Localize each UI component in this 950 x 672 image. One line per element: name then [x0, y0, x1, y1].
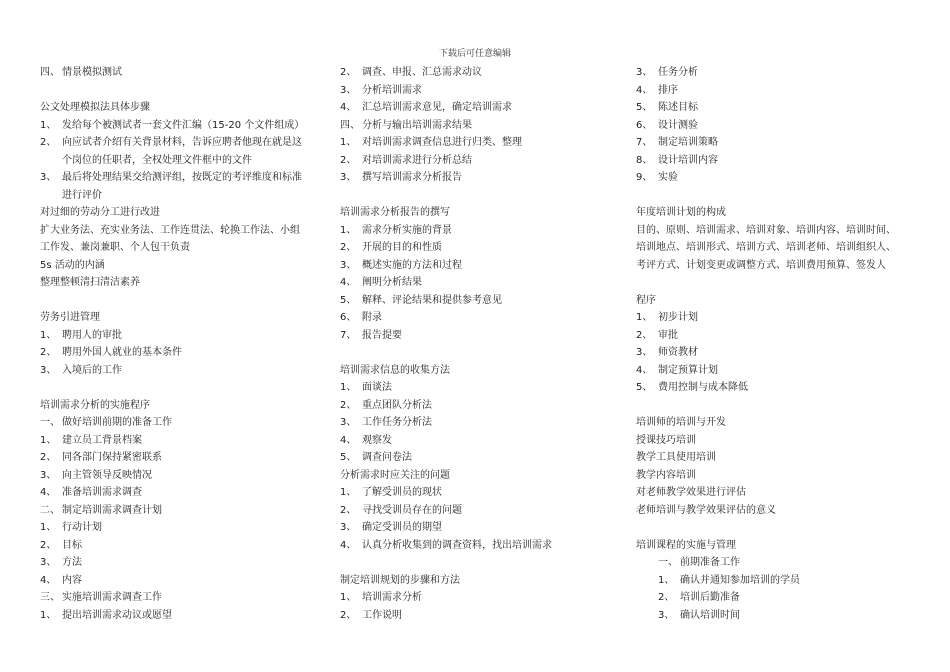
- list-item-text: 方法: [62, 557, 82, 568]
- heading-text: 程序: [636, 294, 656, 306]
- list-number: 4、: [340, 539, 357, 551]
- list-number: 1、: [340, 487, 357, 498]
- text-line: [40, 484, 318, 502]
- list-number: 3、: [636, 347, 653, 358]
- text-line: [636, 99, 926, 117]
- list-number: 3、: [340, 417, 357, 428]
- text-line: [40, 117, 318, 135]
- list-number: 1、: [340, 137, 357, 148]
- list-item-text: 撰写培训需求分析报告: [362, 172, 462, 183]
- list-number: 7、: [636, 137, 653, 148]
- list-item-text: 入境后的工作: [62, 364, 122, 376]
- text-line: [340, 99, 610, 117]
- text-line: [40, 344, 318, 362]
- text-line: [40, 397, 318, 415]
- text-line: [636, 239, 926, 257]
- blank-line: [636, 519, 926, 537]
- text-line: [40, 572, 318, 590]
- text-line: [40, 519, 318, 537]
- list-item-text: 前期准备工作: [680, 557, 740, 568]
- text-line: [636, 257, 926, 275]
- text-line: [40, 239, 318, 257]
- list-item-text: 面谈法: [362, 382, 392, 393]
- text-line: [40, 64, 318, 82]
- heading-text: 教学内容培训: [636, 469, 696, 481]
- list-item-text: 重点团队分析法: [362, 399, 432, 411]
- text-line: [340, 379, 610, 397]
- text-line: [40, 589, 318, 607]
- list-item-text: 概述实施的方法和过程: [362, 259, 462, 271]
- text-line: [40, 362, 318, 380]
- blank-line: [40, 82, 318, 100]
- blank-line: [340, 187, 610, 205]
- heading-text: 分析需求时应关注的问题: [340, 469, 450, 481]
- text-line: [340, 432, 610, 450]
- text-line: [636, 572, 926, 590]
- list-item-text: 设计测验: [658, 119, 698, 131]
- list-number: 3、: [636, 67, 653, 78]
- list-number: 2、: [340, 154, 357, 166]
- text-line: [340, 572, 610, 590]
- heading-text: 5s 活动的内涵: [40, 259, 105, 271]
- heading-text: 整理整顿清扫清洁素养: [40, 277, 140, 288]
- list-item-text: 分析培训需求: [362, 84, 422, 96]
- list-item-text: 最后将处理结果交给测评组，按既定的考评维度和标准: [62, 172, 302, 183]
- text-line: [636, 169, 926, 187]
- text-line: [340, 484, 610, 502]
- text-line: [636, 414, 926, 432]
- text-line: [636, 292, 926, 310]
- text-line: [40, 554, 318, 572]
- list-item-text: 工作说明: [362, 609, 402, 621]
- text-line: [636, 222, 926, 240]
- list-item-text: 确定受训员的期望: [362, 522, 442, 533]
- heading-text: 目的、原则、培训需求、培训对象、培训内容、培训时间、: [636, 224, 896, 236]
- list-number: 1、: [340, 382, 357, 393]
- list-number: 2、: [40, 452, 57, 463]
- list-number: 4、: [340, 102, 357, 113]
- list-number: 4、: [340, 434, 357, 446]
- text-line: [636, 327, 926, 345]
- list-number: 四、: [340, 119, 360, 131]
- text-line: [40, 309, 318, 327]
- blank-line: [340, 554, 610, 572]
- text-line: [40, 432, 318, 450]
- text-line: [340, 467, 610, 485]
- text-line: [340, 64, 610, 82]
- list-number: 2、: [340, 242, 357, 253]
- text-line: [40, 222, 318, 240]
- list-number: 2、: [636, 329, 653, 341]
- list-item-text: 做好培训前期的准备工作: [62, 417, 172, 428]
- text-line: [636, 204, 926, 222]
- list-item-text: 汇总培训需求意见，确定培训需求: [362, 102, 512, 113]
- heading-text: 对过细的劳动分工进行改进: [40, 207, 160, 218]
- list-item-text: 观察发: [362, 434, 392, 446]
- list-number: 2、: [340, 67, 357, 78]
- text-line: [40, 502, 318, 520]
- text-line: [636, 554, 926, 572]
- text-line: [340, 519, 610, 537]
- text-line: [340, 117, 610, 135]
- list-item-text: 个岗位的任职者，全权处理文件框中的文件: [62, 154, 252, 166]
- list-item-text: 建立员工背景档案: [62, 434, 142, 446]
- list-item-text: 师资教材: [658, 347, 698, 358]
- list-number: 2、: [40, 347, 57, 358]
- text-line: [340, 274, 610, 292]
- list-number: 3、: [340, 259, 357, 271]
- text-line: [340, 537, 610, 555]
- text-line: [636, 432, 926, 450]
- text-line: [40, 204, 318, 222]
- blank-line: [636, 187, 926, 205]
- text-line: [636, 484, 926, 502]
- list-item-text: 制定培训策略: [658, 137, 718, 148]
- list-number: 5、: [636, 102, 653, 113]
- text-line: [40, 99, 318, 117]
- text-line: [40, 449, 318, 467]
- list-number: 1、: [40, 434, 57, 446]
- list-item-text: 寻找受训员存在的问题: [362, 504, 462, 516]
- list-number: 4、: [40, 574, 57, 586]
- list-item-text: 附录: [362, 312, 382, 323]
- list-item-text: 认真分析收集到的调查资料，找出培训需求: [362, 539, 552, 551]
- list-number: 1、: [636, 312, 653, 323]
- heading-text: 考评方式、计划变更或调整方式、培训费用预算、签发人: [636, 259, 886, 271]
- column-2: [340, 64, 610, 624]
- list-item-text: 提出培训需求动议或愿望: [62, 609, 172, 621]
- list-number: 1、: [340, 224, 357, 236]
- text-line: [340, 152, 610, 170]
- list-item-text: 向主管领导反映情况: [62, 469, 152, 481]
- list-item-text: 准备培训需求调查: [62, 487, 142, 498]
- list-item-text: 实施培训需求调查工作: [62, 592, 162, 603]
- list-item-text: 报告提要: [362, 329, 402, 341]
- text-line: [636, 117, 926, 135]
- list-item-text: 开展的目的和性质: [362, 242, 442, 253]
- page-header: 下载后可任意编辑: [438, 49, 511, 59]
- list-item-text: 调查、申报、汇总需求动议: [362, 67, 482, 78]
- list-number: 6、: [636, 119, 653, 131]
- text-line: [636, 607, 926, 625]
- text-line: [340, 82, 610, 100]
- column-3: [636, 64, 926, 624]
- heading-text: 公文处理模拟法具体步骤: [40, 102, 150, 113]
- list-number: 一、: [658, 557, 678, 568]
- list-number: 2、: [40, 539, 57, 551]
- heading-text: 制定培训规划的步骤和方法: [340, 574, 460, 586]
- heading-text: 对老师教学效果进行评估: [636, 487, 746, 498]
- blank-line: [40, 379, 318, 397]
- heading-text: 培训需求分析报告的撰写: [340, 207, 450, 218]
- list-number: 3、: [40, 469, 57, 481]
- text-line: [40, 414, 318, 432]
- text-line: [40, 169, 318, 187]
- blank-line: [340, 344, 610, 362]
- list-number: 4、: [340, 277, 357, 288]
- list-item-text: 分析与输出培训需求结果: [362, 119, 472, 131]
- list-item-text: 费用控制与成本降低: [658, 382, 748, 393]
- list-item-text: 制定培训需求调查计划: [62, 504, 162, 516]
- text-line: [340, 414, 610, 432]
- heading-text: 培训需求信息的收集方法: [340, 364, 450, 376]
- text-line: [340, 502, 610, 520]
- list-number: 1、: [40, 609, 57, 621]
- text-line: [636, 467, 926, 485]
- text-line: [40, 327, 318, 345]
- text-line: [40, 257, 318, 275]
- heading-text: 工作发、兼岗兼职、个人包干负责: [40, 242, 190, 253]
- heading-text: 培训地点、培训形式、培训方式、培训老师、培训组织人、: [636, 242, 896, 253]
- list-item-text: 对培训需求调查信息进行归类、整理: [362, 137, 522, 148]
- list-number: 5、: [340, 294, 357, 306]
- list-item-text: 审批: [658, 329, 678, 341]
- text-line: [636, 537, 926, 555]
- list-item-text: 了解受训员的现状: [362, 487, 442, 498]
- text-line: [340, 362, 610, 380]
- list-item-text: 向应试者介绍有关背景材料，告诉应聘者他现在就是这: [62, 137, 302, 148]
- text-line: [636, 82, 926, 100]
- list-number: 1、: [40, 119, 57, 131]
- text-line: [40, 274, 318, 292]
- list-number: 6、: [340, 312, 357, 323]
- text-line: [636, 134, 926, 152]
- text-line: [40, 607, 318, 625]
- list-number: 5、: [340, 452, 357, 463]
- text-line: [40, 467, 318, 485]
- list-number: 4、: [40, 487, 57, 498]
- list-number: 2、: [40, 137, 57, 148]
- column-1: [40, 64, 318, 624]
- list-item-text: 同各部门保持紧密联系: [62, 452, 162, 463]
- list-item-text: 阐明分析结果: [362, 277, 422, 288]
- list-item-text: 培训需求分析: [362, 592, 422, 603]
- list-number: 3、: [40, 364, 57, 376]
- text-line: [636, 344, 926, 362]
- list-item-text: 对培训需求进行分析总结: [362, 154, 472, 166]
- list-item-text: 工作任务分析法: [362, 417, 432, 428]
- blank-line: [636, 397, 926, 415]
- list-number: 1、: [40, 522, 57, 533]
- text-line: [40, 134, 318, 152]
- heading-text: 老师培训与教学效果评估的意义: [636, 504, 776, 516]
- list-item-text: 内容: [62, 574, 82, 586]
- text-line: [340, 309, 610, 327]
- heading-text: 培训需求分析的实施程序: [40, 399, 150, 411]
- list-item-text: 发给每个被测试者一套文件汇编（15-20 个文件组成）: [62, 119, 305, 131]
- list-item-text: 设计培训内容: [658, 154, 718, 166]
- list-number: 3、: [340, 172, 357, 183]
- list-number: [40, 152, 62, 170]
- heading-text: 授课技巧培训: [636, 434, 696, 446]
- list-number: 9、: [636, 172, 653, 183]
- text-line: [636, 502, 926, 520]
- list-number: 5、: [636, 382, 653, 393]
- text-line: [340, 222, 610, 240]
- list-number: 3、: [658, 609, 675, 621]
- list-item-text: 聘用人的审批: [62, 329, 122, 341]
- heading-text: 教学工具使用培训: [636, 452, 716, 463]
- list-number: 二、: [40, 504, 60, 516]
- text-line: [636, 362, 926, 380]
- list-item-text: 排序: [658, 84, 678, 96]
- text-line: [340, 397, 610, 415]
- text-line: [636, 152, 926, 170]
- heading-text: 扩大业务法、充实业务法、工作连贯法、轮换工作法、小组: [40, 224, 300, 236]
- list-number: 一、: [40, 417, 60, 428]
- list-item-text: 任务分析: [658, 67, 698, 78]
- list-number: 3、: [340, 522, 357, 533]
- heading-text: 劳务引进管理: [40, 312, 100, 323]
- text-line: [40, 537, 318, 555]
- list-item-text: 聘用外国人就业的基本条件: [62, 347, 182, 358]
- heading-text: 年度培训计划的构成: [636, 207, 726, 218]
- list-number: 8、: [636, 154, 653, 166]
- list-item-text: 调查问卷法: [362, 452, 412, 463]
- list-number: 7、: [340, 329, 357, 341]
- list-number: 1、: [658, 574, 675, 586]
- list-item-text: 制定预算计划: [658, 364, 718, 376]
- list-number: [40, 187, 62, 205]
- list-number: 3、: [40, 172, 57, 183]
- text-line: [40, 187, 318, 205]
- list-number: 1、: [340, 592, 357, 603]
- text-line: [636, 589, 926, 607]
- list-item-text: 陈述目标: [658, 102, 698, 113]
- text-line: [636, 379, 926, 397]
- blank-line: [636, 274, 926, 292]
- list-number: 三、: [40, 592, 60, 603]
- list-item-text: 目标: [62, 539, 82, 551]
- text-line: [340, 257, 610, 275]
- text-line: [40, 152, 318, 170]
- text-line: [340, 204, 610, 222]
- text-line: [636, 64, 926, 82]
- list-number: 2、: [340, 399, 357, 411]
- list-item-text: 培训后勤准备: [680, 592, 740, 603]
- list-number: 4、: [636, 364, 653, 376]
- list-number: 2、: [340, 609, 357, 621]
- text-line: [636, 449, 926, 467]
- list-item-text: 确认培训时间: [680, 609, 740, 621]
- list-item-text: 初步计划: [658, 312, 698, 323]
- list-number: 2、: [340, 504, 357, 516]
- text-line: [340, 327, 610, 345]
- list-number: 1、: [40, 329, 57, 341]
- list-item-text: 情景模拟测试: [62, 67, 122, 78]
- text-line: [636, 309, 926, 327]
- list-number: 4、: [636, 84, 653, 96]
- list-item-text: 解释、评论结果和提供参考意见: [362, 294, 502, 306]
- list-number: 3、: [340, 84, 357, 96]
- list-item-text: 进行评价: [62, 189, 102, 201]
- heading-text: 培训师的培训与开发: [636, 417, 726, 428]
- text-line: [340, 589, 610, 607]
- list-item-text: 实验: [658, 172, 678, 183]
- text-line: [340, 134, 610, 152]
- list-number: 2、: [658, 592, 675, 603]
- list-item-text: 确认并通知参加培训的学员: [680, 574, 800, 586]
- text-line: [340, 239, 610, 257]
- list-item-text: 行动计划: [62, 522, 102, 533]
- heading-text: 培训课程的实施与管理: [636, 539, 736, 551]
- list-number: 3、: [40, 557, 57, 568]
- text-line: [340, 449, 610, 467]
- blank-line: [40, 292, 318, 310]
- list-item-text: 需求分析实施的背景: [362, 224, 452, 236]
- text-line: [340, 292, 610, 310]
- list-number: 四、: [40, 67, 60, 78]
- text-line: [340, 607, 610, 625]
- text-line: [340, 169, 610, 187]
